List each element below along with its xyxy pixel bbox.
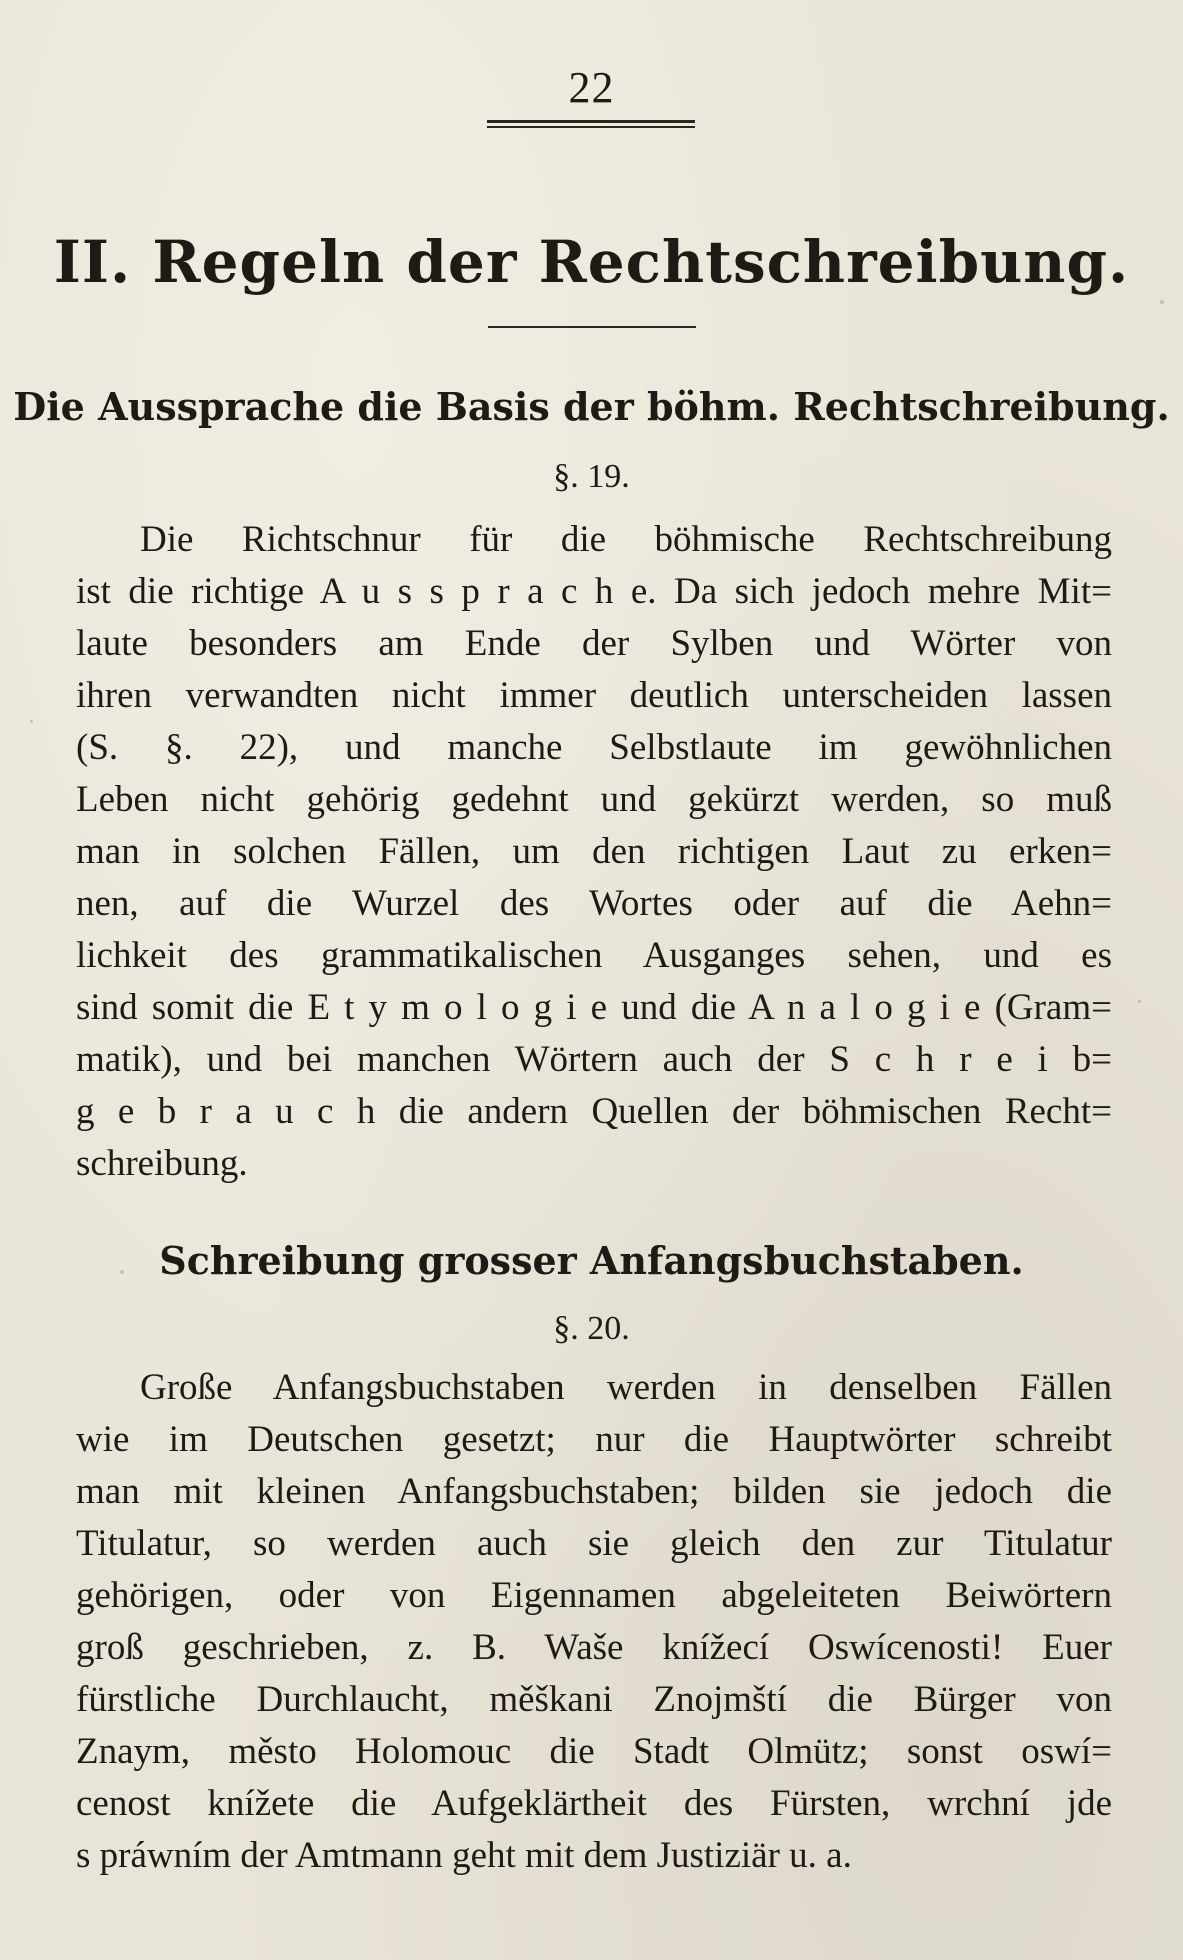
text-line: nen, auf die Wurzel des Wortes oder auf die Aehn= — [76, 883, 1112, 924]
text-line: ihren verwandten nicht immer deutlich unterscheiden lassen — [76, 675, 1112, 716]
chapter-rule — [488, 326, 696, 328]
text-line: Leben nicht gehörig gedehnt und gekürzt werden, so muß — [76, 779, 1112, 820]
chapter-title: II. Regeln der Rechtschreibung. — [53, 228, 1130, 296]
text-line: man mit kleinen Anfangsbuchstaben; bilden sie jedoch die — [76, 1471, 1112, 1512]
section-heading-capitals: Schreibung grosser Anfangsbuchstaben. — [159, 1238, 1024, 1283]
paper-speck — [1138, 1000, 1141, 1003]
paper-speck — [120, 1270, 124, 1274]
text-line: schreibung. — [76, 1143, 248, 1184]
text-line: (S. §. 22), und manche Selbstlaute im gewöhnlichen — [76, 727, 1112, 768]
text-line: cenost knížete die Aufgeklärtheit des Fürsten, wrchní jde — [76, 1783, 1112, 1824]
text-line: Znaym, město Holomouc die Stadt Olmütz; sonst oswí= — [76, 1731, 1112, 1772]
text-line: wie im Deutschen gesetzt; nur die Hauptwörter schreibt — [76, 1419, 1112, 1460]
text-line: fürstliche Durchlaucht, měškani Znojmští die Bürger von — [76, 1679, 1112, 1720]
text-line: Die Richtschnur für die böhmische Rechtschreibung — [140, 519, 1112, 560]
text-line: Große Anfangsbuchstaben werden in denselben Fällen — [140, 1367, 1112, 1408]
text-line: groß geschrieben, z. B. Waše knížecí Oswícenosti! Euer — [76, 1627, 1112, 1668]
section-heading-pronunciation: Die Aussprache die Basis der böhm. Rechtschreibung. — [13, 384, 1170, 429]
text-line: gehörigen, oder von Eigennamen abgeleiteten Beiwörtern — [76, 1575, 1112, 1616]
paper-speck — [1160, 300, 1164, 304]
text-line: s práwním der Amtmann geht mit dem Justiziär u. a. — [76, 1835, 852, 1876]
text-line: lichkeit des grammatikalischen Ausganges sehen, und es — [76, 935, 1112, 976]
page-number: 22 — [568, 63, 615, 112]
text-line: Titulatur, so werden auch sie gleich den zur Titulatur — [76, 1523, 1112, 1564]
text-line: ist die richtige A u s s p r a c h e. Da sich jedoch mehre Mit= — [76, 571, 1112, 612]
text-line: sind somit die E t y m o l o g i e und die A n a l o g i e (Gram= — [76, 987, 1112, 1028]
text-line: man in solchen Fällen, um den richtigen Laut zu erken= — [76, 831, 1112, 872]
text-line: laute besonders am Ende der Sylben und Wörter von — [76, 623, 1112, 664]
paper-speck — [30, 720, 33, 723]
header-double-rule — [487, 120, 695, 128]
text-line: g e b r a u c h die andern Quellen der böhmischen Recht= — [76, 1091, 1112, 1132]
paragraph-sign-19: §. 19. — [553, 458, 630, 495]
text-line: matik), und bei manchen Wörtern auch der S c h r e i b= — [76, 1039, 1112, 1080]
paragraph-sign-20: §. 20. — [553, 1310, 630, 1347]
